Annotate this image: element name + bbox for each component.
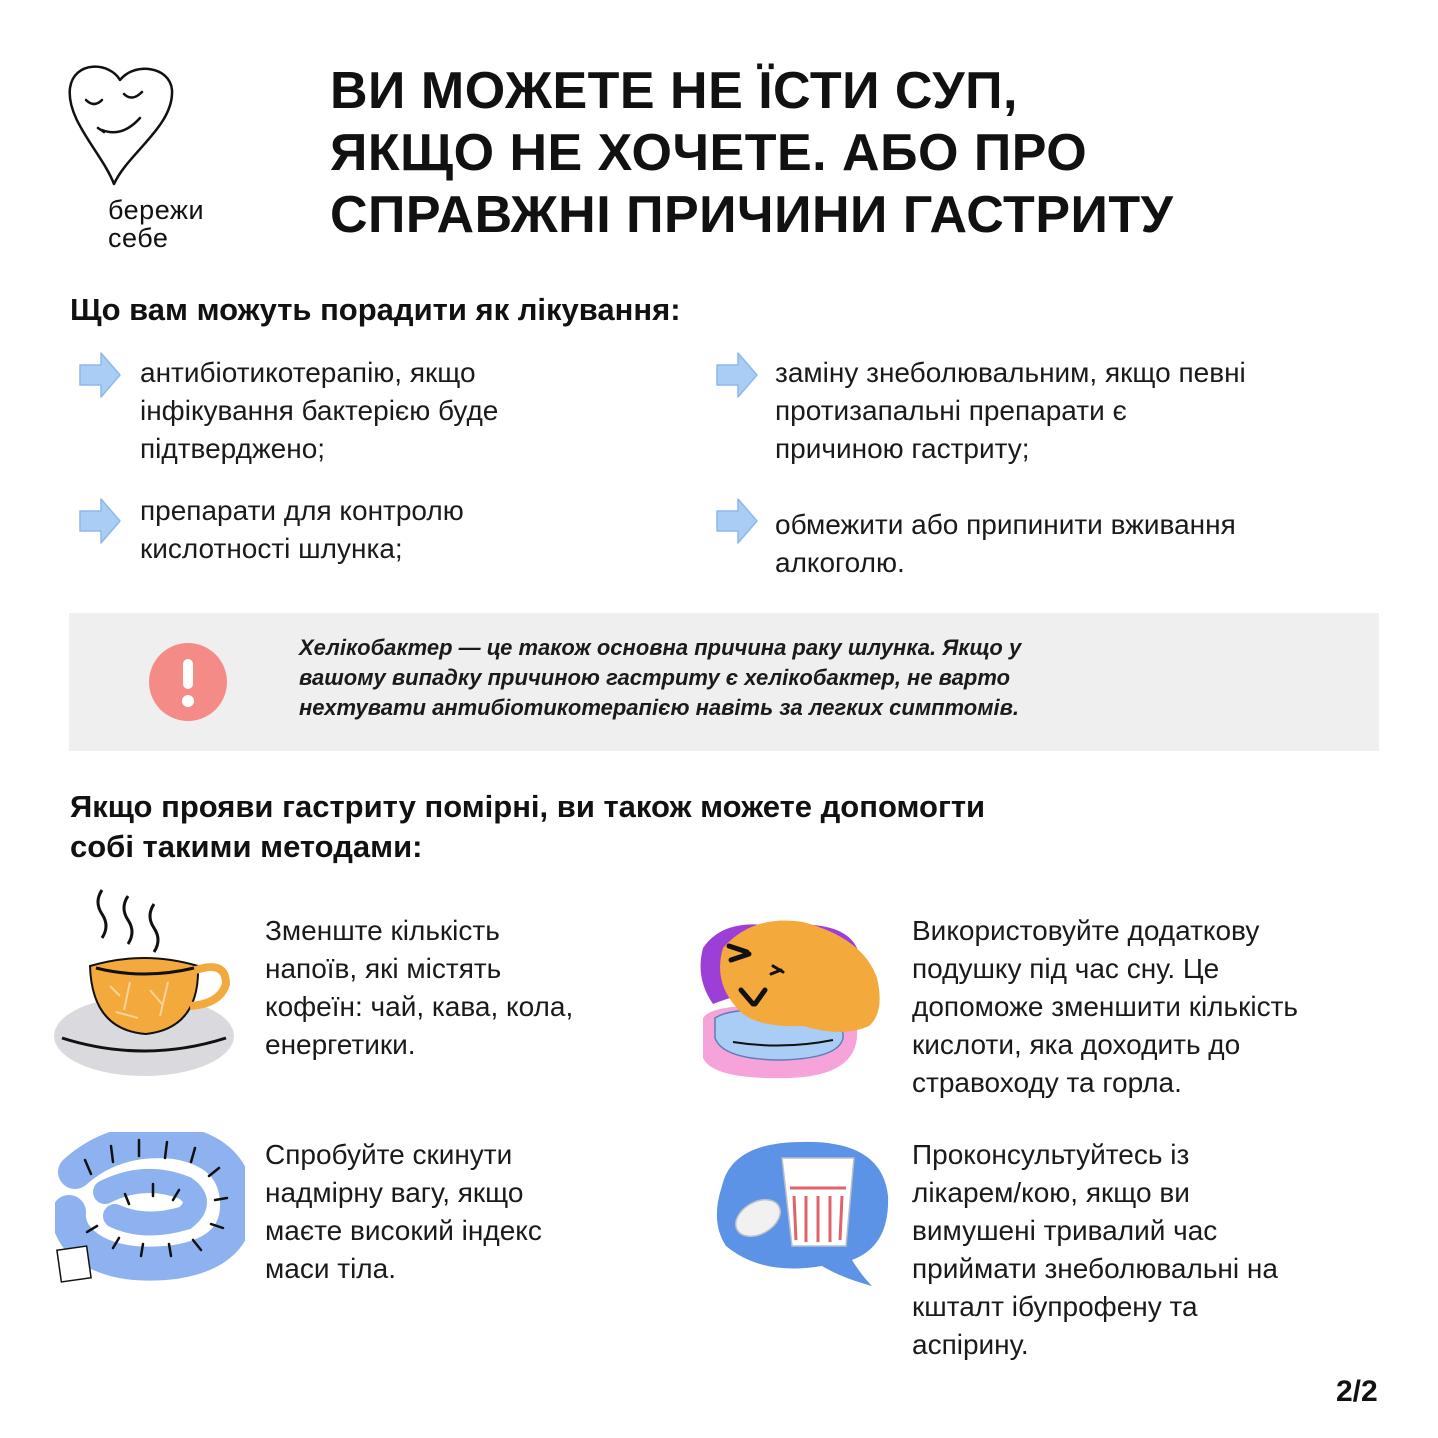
- selfhelp-item-consult-doctor: [912, 1136, 1278, 1364]
- arrow-right-icon: [714, 350, 760, 400]
- text-line: нехтувати антибіотикотерапією навіть за легких симптомів.: [299, 695, 1020, 720]
- helicobacter-notice: [69, 613, 1379, 751]
- smiling-heart-icon: [62, 58, 182, 193]
- sleeping-pillow-icon: [701, 920, 880, 1078]
- title-line-2: ЯКЩО НЕ ХОЧЕТЕ. АБО ПРО: [330, 124, 1088, 182]
- text-line: антибіотикотерапію, якщо: [140, 357, 476, 388]
- text-line: кшталт ібупрофену та: [912, 1291, 1198, 1322]
- text-line: заміну знеболювальним, якщо певні: [775, 357, 1246, 388]
- text-line: допоможе зменшити кількість: [912, 991, 1298, 1022]
- text-line: підтверджено;: [140, 433, 326, 464]
- selfhelp-item-caffeine: [265, 912, 573, 1064]
- text-line: маєте високий індекс: [265, 1215, 542, 1246]
- text-line: інфікування бактерією буде: [140, 395, 499, 426]
- measuring-tape-icon: [57, 1140, 237, 1282]
- text-line: обмежити або припинити вживання: [775, 509, 1236, 540]
- text-line: Хелікобактер — це також основна причина раку шлунка. Якщо у: [299, 635, 1022, 660]
- logo-line-1: бережи: [108, 195, 205, 225]
- text-line: вимушені тривалий час: [912, 1215, 1218, 1246]
- text-line: Якщо прояви гастриту помірні, ви також можете допомогти: [70, 789, 986, 824]
- treatment-heading-text: Що вам можуть порадити як лікування:: [70, 292, 681, 327]
- text-line: аспірину.: [912, 1329, 1029, 1360]
- text-line: собі такими методами:: [70, 829, 423, 864]
- coffee-cup-icon: [50, 886, 240, 1081]
- selfhelp-item-weight: [265, 1136, 542, 1288]
- treatment-heading: [70, 290, 681, 330]
- page-title: [330, 60, 1390, 246]
- text-line: алкоголю.: [775, 547, 905, 578]
- text-line: причиною гастриту;: [775, 433, 1030, 464]
- text-line: енергетики.: [265, 1029, 416, 1060]
- text-line: Зменште кількість: [265, 915, 500, 946]
- text-line: Проконсультуйтесь із: [912, 1139, 1190, 1170]
- text-line: препарати для контролю: [140, 495, 464, 526]
- title-line-3: СПРАВЖНІ ПРИЧИНИ ГАСТРИТУ: [330, 186, 1174, 244]
- text-line: приймати знеболювальні на: [912, 1253, 1278, 1284]
- arrow-right-icon: [714, 496, 760, 546]
- text-line: надмірну вагу, якщо: [265, 1177, 524, 1208]
- page-number: 2/2: [1336, 1375, 1378, 1408]
- exclamation-icon: [149, 643, 227, 721]
- text-line: кислотності шлунка;: [140, 533, 403, 564]
- selfhelp-heading: [70, 787, 985, 867]
- arrow-right-icon: [77, 350, 123, 400]
- text-line: стравоходу та горла.: [912, 1067, 1182, 1098]
- treatment-item-acid-control: [140, 492, 464, 568]
- title-line-1: ВИ МОЖЕТЕ НЕ ЇСТИ СУП,: [330, 62, 1018, 120]
- text-line: Використовуйте додаткову: [912, 915, 1260, 946]
- pill-and-glass-icon: [717, 1142, 888, 1286]
- treatment-item-antibiotics: [140, 354, 498, 468]
- text-line: маси тіла.: [265, 1253, 396, 1284]
- text-line: кислоти, яка доходить до: [912, 1029, 1241, 1060]
- notice-text: [299, 633, 1021, 723]
- text-line: кофеїн: чай, кава, кола,: [265, 991, 574, 1022]
- logo-text: [108, 196, 204, 252]
- treatment-item-painkiller-replacement: [775, 354, 1246, 468]
- treatment-item-alcohol: [775, 506, 1236, 582]
- arrow-right-icon: [77, 496, 123, 546]
- selfhelp-item-pillow: [912, 912, 1298, 1102]
- text-line: подушку під час сну. Це: [912, 953, 1220, 984]
- text-line: протизапальні препарати є: [775, 395, 1127, 426]
- text-line: Спробуйте скинути: [265, 1139, 513, 1170]
- text-line: вашому випадку причиною гастриту є хелікобактер, не варто: [299, 665, 1011, 690]
- logo: [62, 58, 242, 253]
- text-line: лікарем/кою, якщо ви: [912, 1177, 1190, 1208]
- text-line: напоїв, які містять: [265, 953, 502, 984]
- logo-line-2: себе: [108, 223, 169, 253]
